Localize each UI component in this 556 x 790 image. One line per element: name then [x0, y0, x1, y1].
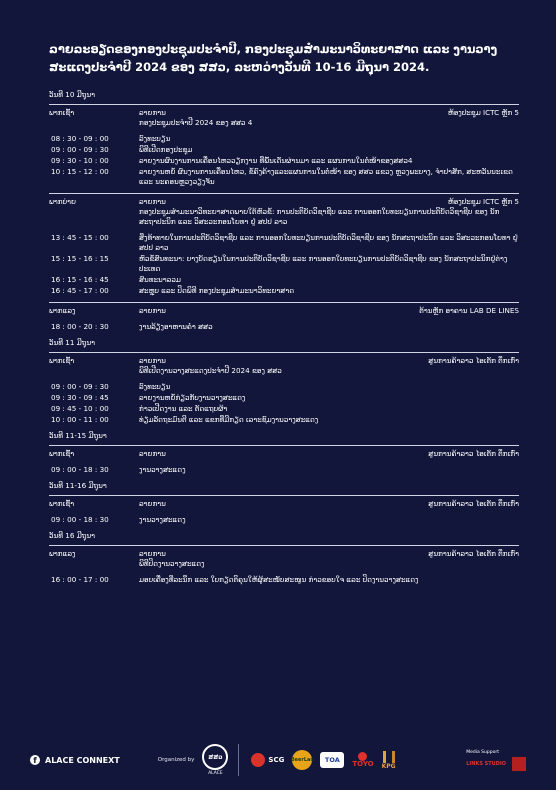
day-label: ວັນທີ 16 ມີຖຸນາ [49, 531, 95, 540]
alace-logo-mark: ສສວ [202, 744, 228, 770]
section-period: ພາກເຊົ້າ [49, 449, 75, 458]
section-list-label: ລາຍການ [139, 356, 166, 365]
sponsor-logos [251, 750, 395, 770]
day-label: ວັນທີ 11-16 ມີຖຸນາ [49, 481, 107, 490]
section-period: ພາກເຊົ້າ [49, 108, 75, 117]
row-time: 16 : 45 - 17 : 00 [51, 286, 109, 295]
row-time: 09 : 00 - 09 : 30 [51, 382, 109, 391]
sponsor-beerlao-logo: BeerLao [292, 750, 312, 770]
section-header [49, 197, 519, 207]
schedule-row [49, 254, 519, 274]
row-time: 09 : 00 - 18 : 30 [51, 515, 109, 524]
section-title: ກອງປະຊຸມປະຈຳປີ 2024 ຂອງ ສສວ 4 [139, 118, 253, 127]
row-description: ທ່ຽມລັດຖະມົນຕີ ແລະ ແຂກທີ່ມີກຽດ ເລາະຊົມງານວາງສະແດງ [139, 415, 319, 424]
row-time: 15 : 15 - 16 : 15 [51, 254, 109, 263]
row-description: ລາຍງານຫຍໍ້ ຜົນງານການເຄື່ອນໄຫວ, ຂໍ້ຄົງຄ້າງແລະແຜນການໃນຕໍ່ໜ້າ ຂອງ ສສວ ແຂວງ ຫຼວງພະບາງ, ຈຳປາສັກ, ສະຫວັນນະເຂດ ແລະ ນະຄອນຫຼວງວຽງຈັນ [139, 167, 513, 186]
schedule-page [49, 40, 519, 591]
page-title: ລາຍລະອຽດຂອງກອງປະຊຸມປະຈຳປີ, ກອງປະຊຸມສຳມະນາວິທະຍາສາດ ແລະ ງານວາງສະແດງປະຈຳປີ 2024 ຂອງ ສສວ, ລະຫວ່າງວັນທີ 10-16 ມີຖຸນາ 2024. [49, 42, 498, 74]
row-time: 18 : 00 - 20 : 30 [51, 322, 109, 331]
section-venue: ຫ້ອງປະຊຸມ ICTC ຫຼັກ 5 [447, 108, 519, 117]
section-header [49, 449, 519, 459]
sponsor-toyo-logo: TOYO [352, 750, 373, 770]
organizer [158, 744, 229, 776]
schedule-row [49, 322, 519, 332]
row-time: 08 : 30 - 09 : 00 [51, 134, 109, 143]
scg-icon [251, 753, 265, 767]
media-logos [466, 757, 526, 771]
row-description: ລົງທະບຽນ [139, 382, 171, 391]
section-period: ພາກບ່າຍ [49, 197, 76, 206]
section-list-label: ລາຍການ [139, 108, 166, 117]
schedule-row [49, 275, 519, 285]
row-description: ຫົວຂໍ້ສົນທະນາ: ບາງບັດຮຽນໃນການປະຕິບັດວິຊາຊີບ ແລະ ການອອກໃບທະບຽນການປະຕິບັດວິຊາຊີບ ຂອງ ນັກສະຖາປະນິກຢູ່ຕ່າງປະເທດ [139, 254, 508, 273]
row-time: 09 : 00 - 18 : 30 [51, 465, 109, 474]
row-description: ສະຫຼຸບ ແລະ ປິດພິທີ ກອງປະຊຸມສຳມະນາວິທະຍາສາດ [139, 286, 295, 295]
media-support-label: Media Support [466, 749, 499, 755]
section-venue: ສູນການຄ້າລາວ ໄອເຕັກ ຕຶກເກົ່າ [428, 356, 519, 365]
section-title: ພິທີປິດງານວາງສະແດງ [139, 559, 205, 568]
schedule-row [49, 156, 519, 166]
schedule-row [49, 404, 519, 414]
schedule-row [49, 145, 519, 155]
schedule-row [49, 167, 519, 187]
row-description: ງານວາງສະແດງ [139, 515, 186, 524]
section-title: ພິທີເປີດງານວາງສະແດງປະຈຳປີ 2024 ຂອງ ສສວ [139, 366, 282, 375]
section-header [49, 549, 519, 559]
day-label: ວັນທີ 11-15 ມີຖຸນາ [49, 431, 107, 440]
section-period: ພາກແລງ [49, 306, 76, 315]
section-venue: ສູນການຄ້າລາວ ໄອເຕັກ ຕຶກເກົ່າ [428, 549, 519, 558]
section-list-label: ລາຍການ [139, 449, 166, 458]
section-list-label: ລາຍການ [139, 306, 166, 315]
organized-by-label: Organized by [157, 757, 195, 763]
row-description: ລາຍງານຜົນງານການເຄື່ອນໄຫວວຽກງານ ທີ່ພົ້ນເດັ່ນຜ່ານມາ ແລະ ແຜນການໃນຕໍ່ໜ້າຂອງສສວ4 [139, 156, 413, 165]
section-list-label: ລາຍການ [139, 197, 166, 206]
row-time: 13 : 45 - 15 : 00 [51, 233, 109, 242]
schedule-row [49, 465, 519, 475]
day-label: ວັນທີ 10 ມີຖຸນາ [49, 90, 95, 99]
schedule-row [49, 415, 519, 425]
schedule-section [49, 104, 519, 187]
schedule-days [49, 90, 519, 585]
section-venue: ຕ້ານຫຼັກ ອາຄານ LAB DE LINES [419, 306, 519, 315]
row-time: 09 : 00 - 09 : 30 [51, 145, 109, 154]
sponsor-kpg-logo: KPG [382, 750, 396, 770]
row-time: 09 : 30 - 10 : 00 [51, 156, 109, 165]
row-time: 16 : 15 - 16 : 45 [51, 275, 109, 284]
schedule-row [49, 393, 519, 403]
section-list-label: ລາຍການ [139, 499, 166, 508]
schedule-row [49, 575, 519, 585]
schedule-row [49, 286, 519, 296]
schedule-section [49, 193, 519, 296]
building-icon [383, 751, 395, 763]
alace-logo-caption: ALACE [208, 771, 223, 776]
alace-logo [202, 744, 228, 776]
row-time: 09 : 30 - 09 : 45 [51, 393, 109, 402]
schedule-row [49, 515, 519, 525]
schedule-row [49, 233, 519, 253]
row-description: ກ່າວເປີດງານ ແລະ ຕັດແຖບຜ້າ [139, 404, 228, 413]
schedule-section [49, 495, 519, 525]
sponsor-toa-logo: TOA [320, 752, 344, 768]
section-list-label: ລາຍການ [139, 549, 166, 558]
section-venue: ສູນການຄ້າລາວ ໄອເຕັກ ຕຶກເກົ່າ [428, 449, 519, 458]
schedule-row [49, 382, 519, 392]
section-header [49, 306, 519, 316]
row-description: ສົນທະນາລວມ [139, 275, 181, 284]
row-description: ສິ່ງທ້າທາຍໃນການປະຕິບັດວິຊາຊີບ ແລະ ການອອກໃບທະບຽນການປະຕິບັດວິຊາຊີບ ຂອງ ນັກສະຖາປະນິກ ແລະ ວິສະວະກອນໂຍທາ ຢູ່ ສປປ ລາວ [139, 233, 518, 252]
schedule-row [49, 134, 519, 144]
section-title: ກອງປະຊຸມສຳມະນາວິທະຍາສາດພາຍໃຕ້ຫົວຂໍ້: ການປະຕິບັດວິຊາຊີບ ແລະ ການອອກໃບທະບຽນການປະຕິບັດວິຊາຊີບ ຂອງ ນັກສະຖາປະນິກ ແລະ ວິສະວະກອນໂຍທາ ຢູ່ ສປປ ລາວ [139, 207, 500, 226]
row-time: 09 : 45 - 10 : 00 [51, 404, 109, 413]
schedule-section [49, 545, 519, 585]
section-header [49, 108, 519, 118]
section-period: ພາກເຊົ້າ [49, 356, 75, 365]
schedule-section [49, 302, 519, 332]
day-label: ວັນທີ 11 ມີຖຸນາ [49, 338, 95, 347]
row-description: ງານລ້ຽງອາຫານຄ່ຳ ສສວ [139, 322, 213, 331]
schedule-section [49, 352, 519, 425]
facebook-icon: f [30, 755, 40, 765]
schedule-section [49, 445, 519, 475]
section-period: ພາກແລງ [49, 549, 76, 558]
row-description: ລາຍງານຫຍໍ້ກ່ຽວກັບງານວາງສະແດງ [139, 393, 246, 402]
row-description: ງານວາງສະແດງ [139, 465, 186, 474]
row-description: ພິທີເປີດກອງປະຊຸມ [139, 145, 193, 154]
footer-divider [238, 744, 239, 776]
brand-name: ALACE CONNEXT [45, 755, 120, 765]
row-time: 10 : 00 - 11 : 00 [51, 415, 109, 424]
links-studio-logo: LINKS STUDIO [466, 760, 506, 767]
footer [0, 735, 556, 785]
row-time: 10 : 15 - 12 : 00 [51, 167, 109, 176]
row-time: 16 : 00 - 17 : 00 [51, 575, 109, 584]
media-m-logo [512, 757, 526, 771]
section-period: ພາກເຊົ້າ [49, 499, 75, 508]
sponsor-scg-logo: SCG [251, 750, 284, 770]
media-support [466, 750, 526, 771]
section-header [49, 356, 519, 366]
section-venue: ຫ້ອງປະຊຸມ ICTC ຫຼັກ 5 [447, 197, 519, 206]
section-header [49, 499, 519, 509]
row-description: ລົງທະບຽນ [139, 134, 171, 143]
section-venue: ສູນການຄ້າລາວ ໄອເຕັກ ຕຶກເກົ່າ [428, 499, 519, 508]
row-description: ມອບເຄື່ອງທີ່ລະນຶກ ແລະ ໃບກຽດຕິຄຸນໃຫ້ຜູ້ສະໜັບສະໜູນ ກ່າວຂອບໃຈ ແລະ ປິດງານວາງສະແດງ [139, 575, 419, 584]
facebook-brand[interactable] [30, 755, 120, 765]
